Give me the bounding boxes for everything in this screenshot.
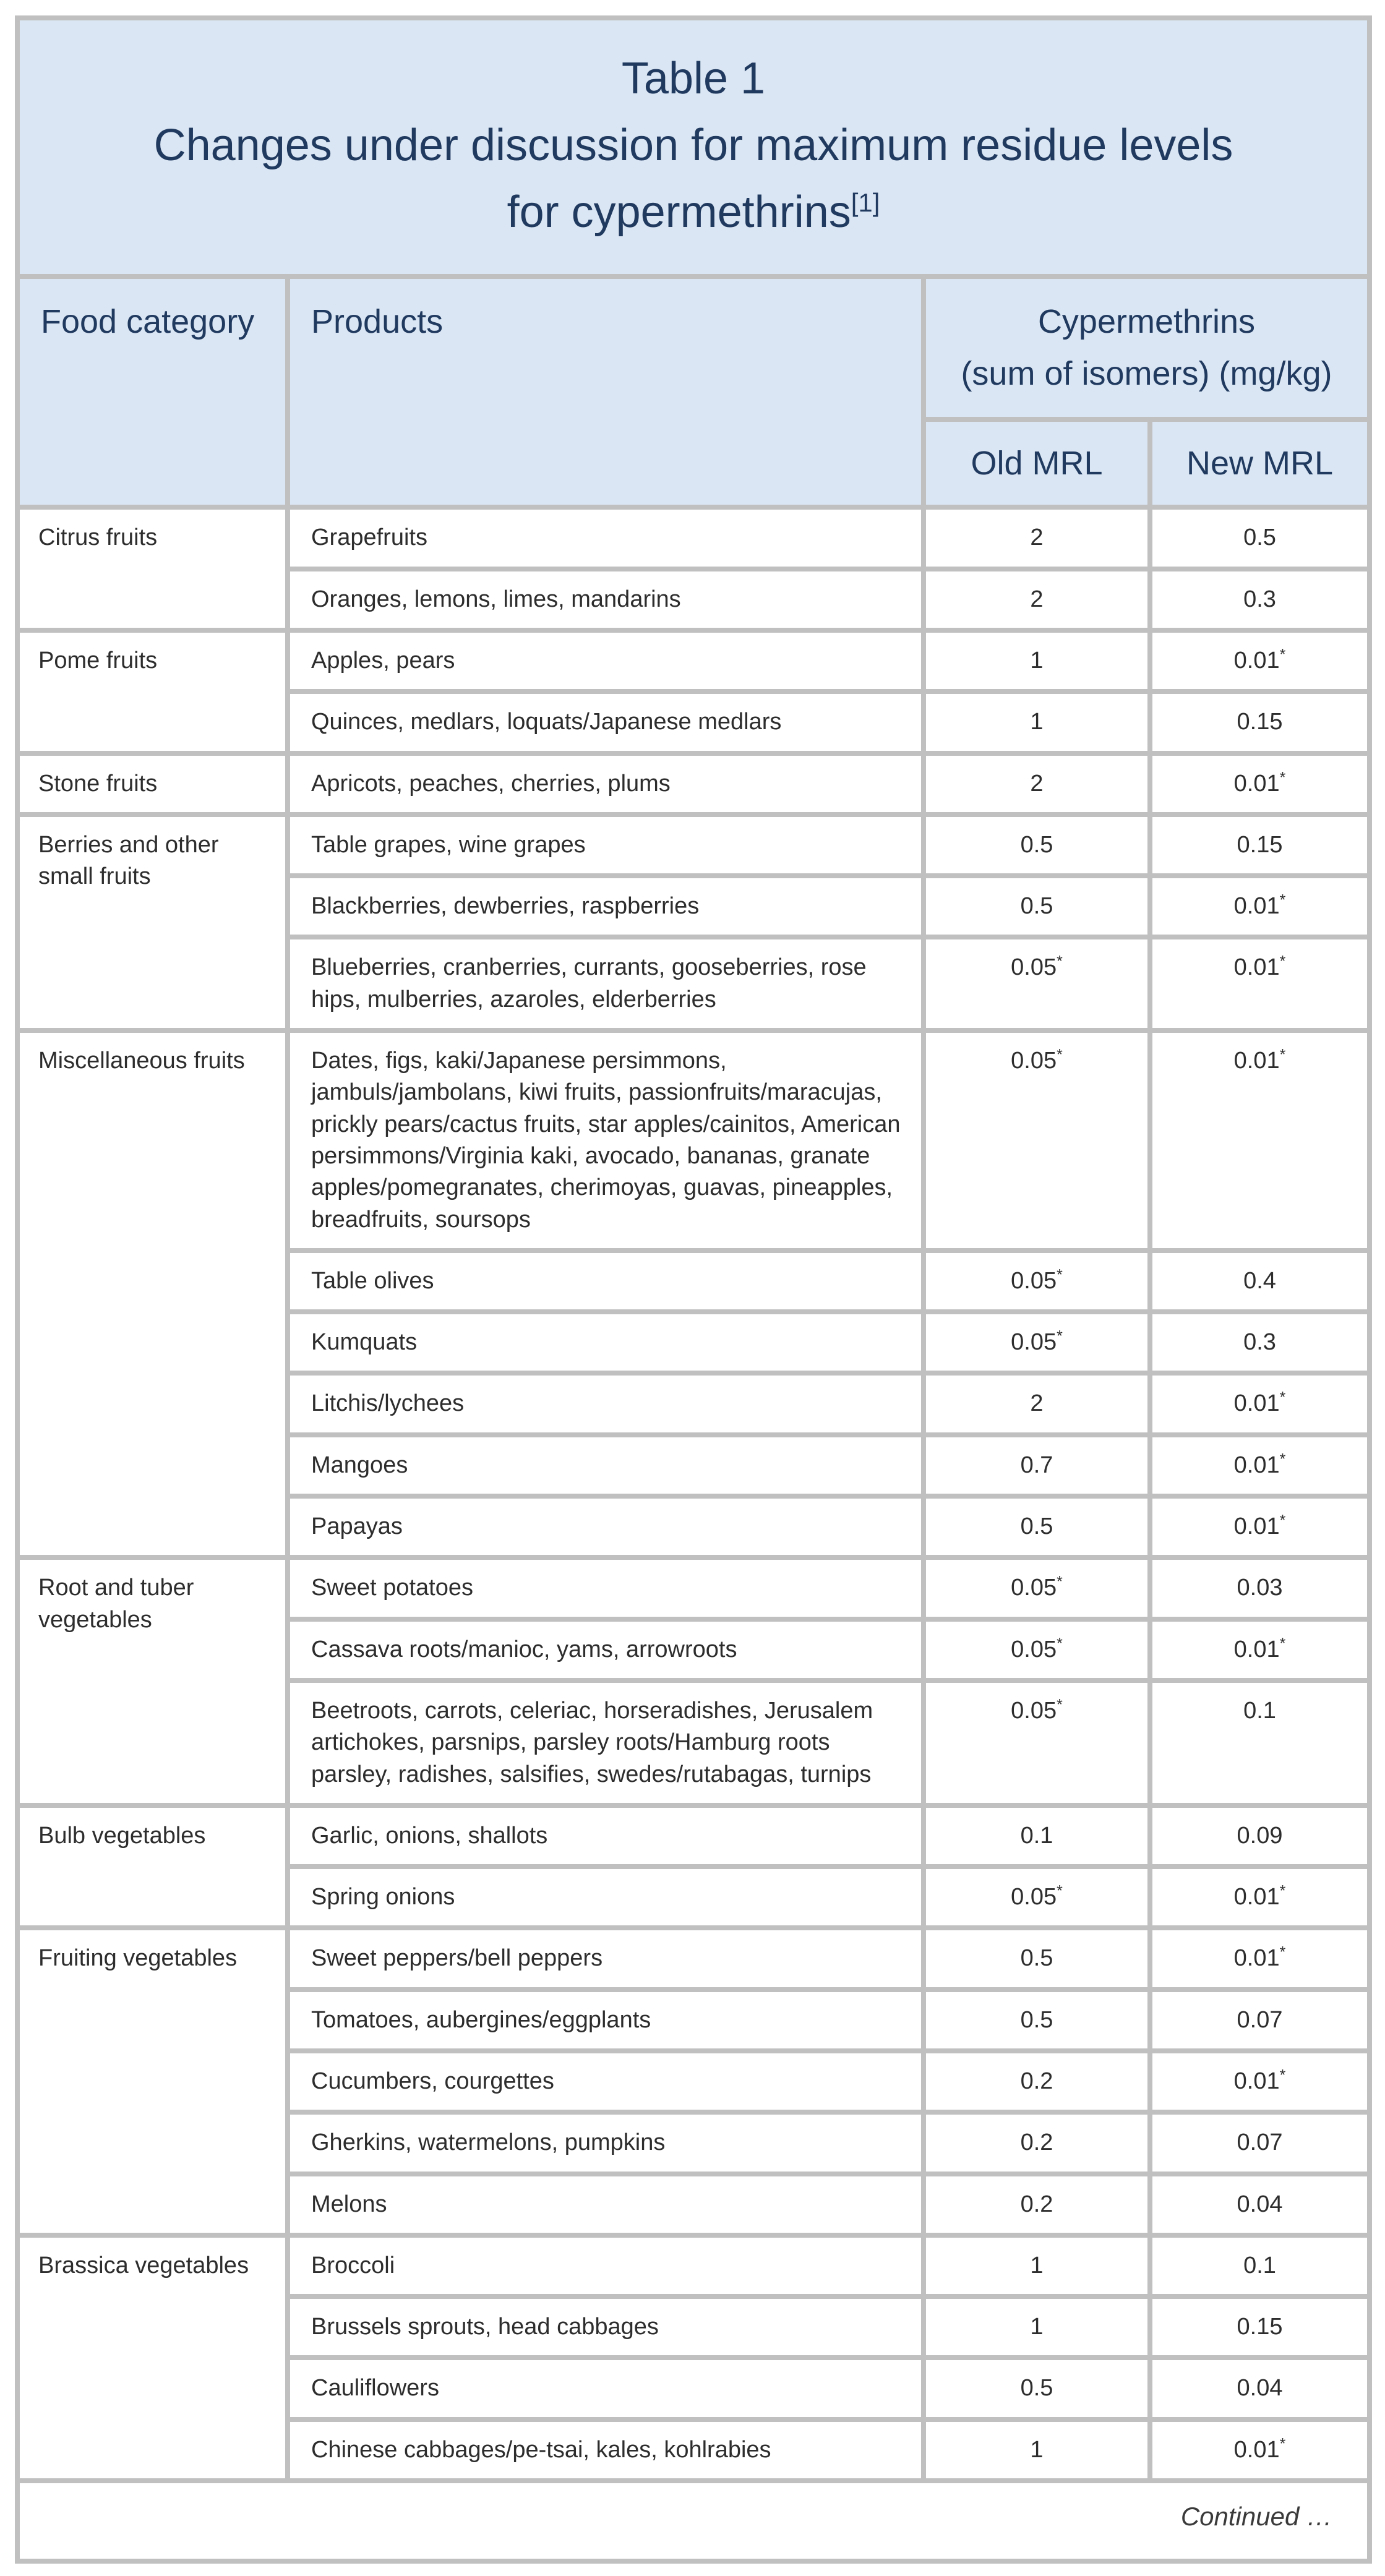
footnote-star: *: [1279, 891, 1286, 909]
table-number: Table 1: [621, 54, 766, 103]
table-row: [17, 2235, 1370, 2296]
footnote-star: *: [1279, 1389, 1286, 1406]
footnote-star: *: [1279, 1943, 1286, 1961]
header-cypermethrins: [924, 276, 1370, 419]
food-category-cell: Citrus fruits: [17, 507, 288, 630]
table-row: [17, 815, 1370, 876]
old-mrl-value: 0.2: [924, 2112, 1150, 2173]
table-title-block: [17, 18, 1370, 276]
title-footnote-ref: [1]: [851, 188, 880, 217]
new-mrl-value: 0.15: [1150, 691, 1370, 753]
new-mrl-value: 0.01*: [1150, 1030, 1370, 1251]
product-cell: Beetroots, carrots, celeriac, horseradishes, Jerusalem artichokes, parsnips, parsley roots/Hamburg roots parsley, radishes, salsifies, swedes/rutabagas, turnips: [288, 1680, 924, 1805]
header-cypermethrins-line1: Cypermethrins: [1037, 303, 1256, 340]
new-mrl-value: 0.01*: [1150, 2051, 1370, 2112]
new-mrl-value: 0.1: [1150, 1680, 1370, 1805]
footnote-star: *: [1057, 1696, 1063, 1714]
table-row: [17, 630, 1370, 691]
product-cell: Litchis/lychees: [288, 1373, 924, 1434]
old-mrl-value: 0.05*: [924, 1030, 1150, 1251]
food-category-cell: Root and tuber vegetables: [17, 1557, 288, 1805]
old-mrl-value: 0.7: [924, 1435, 1150, 1496]
new-mrl-value: 0.01*: [1150, 1867, 1370, 1928]
footnote-star: *: [1057, 1634, 1063, 1652]
header-row-main: [17, 276, 1370, 419]
product-cell: Quinces, medlars, loquats/Japanese medlars: [288, 691, 924, 753]
new-mrl-value: 0.15: [1150, 815, 1370, 876]
footer-row: [17, 2481, 1370, 2561]
old-mrl-value: 2: [924, 753, 1150, 815]
new-mrl-value: 0.01*: [1150, 1435, 1370, 1496]
table-row: [17, 1557, 1370, 1619]
old-mrl-value: 1: [924, 630, 1150, 691]
new-mrl-value: 0.01*: [1150, 2420, 1370, 2481]
product-cell: Tomatoes, aubergines/eggplants: [288, 1990, 924, 2051]
new-mrl-value: 0.03: [1150, 1557, 1370, 1619]
product-cell: Papayas: [288, 1496, 924, 1557]
table-title-line3: [45, 179, 1342, 246]
food-category-cell: Bulb vegetables: [17, 1805, 288, 1928]
old-mrl-value: 0.2: [924, 2174, 1150, 2235]
product-cell: Apricots, peaches, cherries, plums: [288, 753, 924, 815]
product-cell: Oranges, lemons, limes, mandarins: [288, 569, 924, 630]
product-cell: Melons: [288, 2174, 924, 2235]
product-cell: Cucumbers, courgettes: [288, 2051, 924, 2112]
footnote-star: *: [1279, 646, 1286, 664]
product-cell: Grapefruits: [288, 507, 924, 568]
old-mrl-value: 0.05*: [924, 1251, 1150, 1312]
product-cell: Apples, pears: [288, 630, 924, 691]
new-mrl-value: 0.01*: [1150, 937, 1370, 1030]
new-mrl-value: 0.1: [1150, 2235, 1370, 2296]
product-cell: Broccoli: [288, 2235, 924, 2296]
old-mrl-value: 2: [924, 507, 1150, 568]
old-mrl-value: 0.05*: [924, 1619, 1150, 1680]
old-mrl-value: 2: [924, 1373, 1150, 1434]
food-category-cell: Pome fruits: [17, 630, 288, 753]
old-mrl-value: 0.5: [924, 1928, 1150, 1989]
product-cell: Table olives: [288, 1251, 924, 1312]
product-cell: Garlic, onions, shallots: [288, 1805, 924, 1867]
footnote-star: *: [1279, 1512, 1286, 1530]
product-cell: Table grapes, wine grapes: [288, 815, 924, 876]
old-mrl-value: 0.05*: [924, 937, 1150, 1030]
new-mrl-value: 0.07: [1150, 2112, 1370, 2173]
food-category-cell: Fruiting vegetables: [17, 1928, 288, 2235]
table-body: [17, 507, 1370, 2481]
footnote-star: *: [1279, 1450, 1286, 1468]
new-mrl-value: 0.09: [1150, 1805, 1370, 1867]
old-mrl-value: 0.5: [924, 876, 1150, 937]
product-cell: Brussels sprouts, head cabbages: [288, 2296, 924, 2358]
old-mrl-value: 1: [924, 691, 1150, 753]
header-new-mrl: New MRL: [1150, 419, 1370, 507]
new-mrl-value: 0.3: [1150, 569, 1370, 630]
old-mrl-value: 0.05*: [924, 1680, 1150, 1805]
food-category-cell: Miscellaneous fruits: [17, 1030, 288, 1557]
new-mrl-value: 0.01*: [1150, 1496, 1370, 1557]
old-mrl-value: 0.5: [924, 2358, 1150, 2419]
old-mrl-value: 0.5: [924, 815, 1150, 876]
continued-note: Continued …: [17, 2481, 1370, 2561]
footnote-star: *: [1279, 768, 1286, 786]
table-row: [17, 1928, 1370, 1989]
title-row: [17, 18, 1370, 276]
footnote-star: *: [1057, 1573, 1063, 1591]
old-mrl-value: 0.5: [924, 1496, 1150, 1557]
old-mrl-value: 2: [924, 569, 1150, 630]
product-cell: Sweet peppers/bell peppers: [288, 1928, 924, 1989]
header-cypermethrins-line2: (sum of isomers) (mg/kg): [961, 354, 1332, 392]
product-cell: Mangoes: [288, 1435, 924, 1496]
new-mrl-value: 0.3: [1150, 1312, 1370, 1373]
new-mrl-value: 0.01*: [1150, 876, 1370, 937]
table-row: [17, 1030, 1370, 1251]
product-cell: Blueberries, cranberries, currants, gooseberries, rose hips, mulberries, azaroles, elderberries: [288, 937, 924, 1030]
old-mrl-value: 0.1: [924, 1805, 1150, 1867]
table-title-line3-text: for cypermethrins: [507, 187, 851, 237]
footnote-star: *: [1279, 2435, 1286, 2453]
footnote-star: *: [1279, 952, 1286, 970]
table-row: [17, 507, 1370, 568]
product-cell: Cauliflowers: [288, 2358, 924, 2419]
new-mrl-value: 0.07: [1150, 1990, 1370, 2051]
new-mrl-value: 0.01*: [1150, 1928, 1370, 1989]
product-cell: Sweet potatoes: [288, 1557, 924, 1619]
old-mrl-value: 0.5: [924, 1990, 1150, 2051]
product-cell: Cassava roots/manioc, yams, arrowroots: [288, 1619, 924, 1680]
product-cell: Chinese cabbages/pe-tsai, kales, kohlrabies: [288, 2420, 924, 2481]
food-category-cell: Stone fruits: [17, 753, 288, 815]
footnote-star: *: [1279, 1634, 1286, 1652]
food-category-cell: Brassica vegetables: [17, 2235, 288, 2481]
product-cell: Spring onions: [288, 1867, 924, 1928]
footnote-star: *: [1057, 1327, 1063, 1345]
footnote-star: *: [1279, 1882, 1286, 1900]
old-mrl-value: 1: [924, 2420, 1150, 2481]
new-mrl-value: 0.01*: [1150, 753, 1370, 815]
new-mrl-value: 0.04: [1150, 2174, 1370, 2235]
new-mrl-value: 0.01*: [1150, 1373, 1370, 1434]
new-mrl-value: 0.5: [1150, 507, 1370, 568]
table-row: [17, 1805, 1370, 1867]
food-category-cell: Berries and other small fruits: [17, 815, 288, 1030]
old-mrl-value: 0.05*: [924, 1312, 1150, 1373]
new-mrl-value: 0.4: [1150, 1251, 1370, 1312]
product-cell: Blackberries, dewberries, raspberries: [288, 876, 924, 937]
new-mrl-value: 0.04: [1150, 2358, 1370, 2419]
new-mrl-value: 0.15: [1150, 2296, 1370, 2358]
mrl-table: [15, 15, 1372, 2564]
header-food-category: Food category: [17, 276, 288, 507]
header-old-mrl: Old MRL: [924, 419, 1150, 507]
table-row: [17, 753, 1370, 815]
old-mrl-value: 0.2: [924, 2051, 1150, 2112]
footnote-star: *: [1279, 2066, 1286, 2084]
old-mrl-value: 0.05*: [924, 1867, 1150, 1928]
new-mrl-value: 0.01*: [1150, 1619, 1370, 1680]
new-mrl-value: 0.01*: [1150, 630, 1370, 691]
old-mrl-value: 0.05*: [924, 1557, 1150, 1619]
footnote-star: *: [1057, 1882, 1063, 1900]
old-mrl-value: 1: [924, 2235, 1150, 2296]
old-mrl-value: 1: [924, 2296, 1150, 2358]
product-cell: Kumquats: [288, 1312, 924, 1373]
header-products: Products: [288, 276, 924, 507]
table-title-line2: Changes under discussion for maximum residue levels: [153, 121, 1233, 170]
product-cell: Gherkins, watermelons, pumpkins: [288, 2112, 924, 2173]
product-cell: Dates, figs, kaki/Japanese persimmons, jambuls/jambolans, kiwi fruits, passionfruits/maracujas, prickly pears/cactus fruits, star apples/cainitos, American persimmons/Virginia kaki, avocado, bananas, granate apples/pomegranates, cherimoyas, guavas, pineapples, breadfruits, soursops: [288, 1030, 924, 1251]
footnote-star: *: [1057, 1266, 1063, 1284]
footnote-star: *: [1279, 1046, 1286, 1064]
footnote-star: *: [1057, 952, 1063, 970]
footnote-star: *: [1057, 1046, 1063, 1064]
